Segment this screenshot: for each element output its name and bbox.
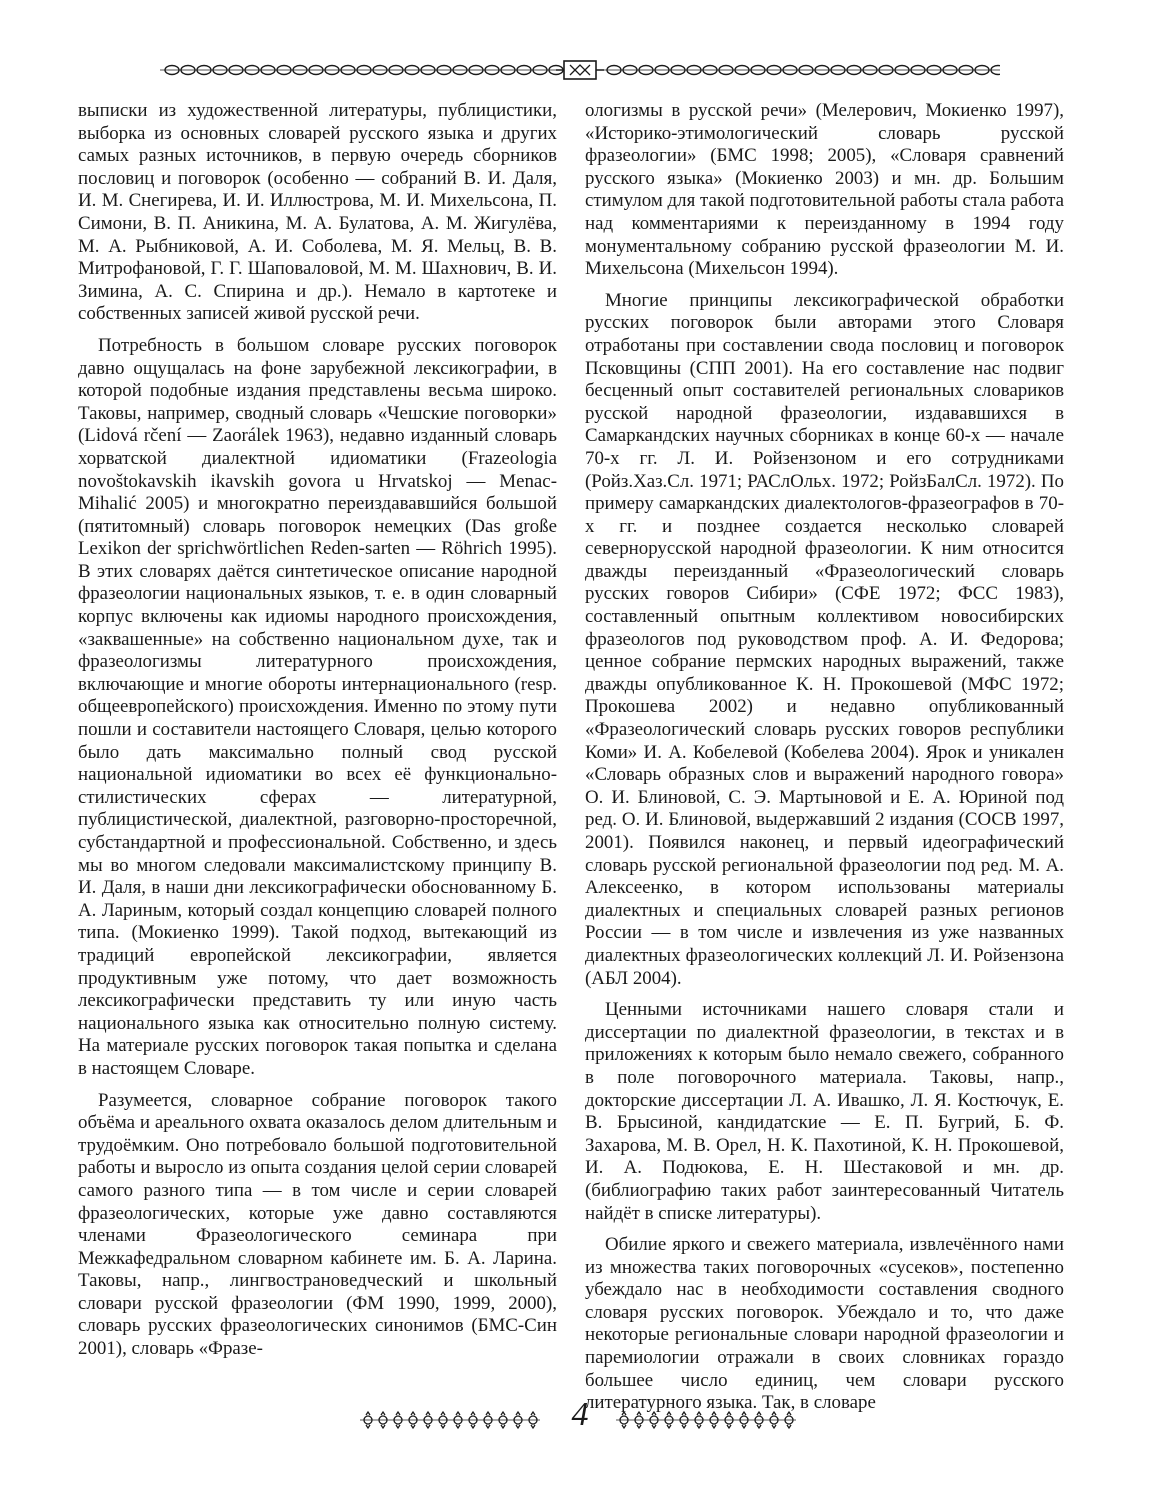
footer-right-ornament-icon [616,1410,796,1430]
left-paragraph-2: Потребность в большом словаре русских поговорок давно ощущалась на фоне зарубежной лексикографии, в которой подобные издания представлены весьма широко. Таковы, например, сводный словарь «Чешские поговорки» (Lidová rčení — Zaorálek 1963), недавно изданный словарь хорватской диалектной идиоматики (Frazeologia novoštokavskih ikavskih govora u Hrvatskoj — Menac-Mihalić 2005) и многократно переиздававшийся большой (пятитомный) словарь поговорок немецких (Das große Lexikon der sprichwörtlichen Reden-sarten — Röhrich 1995). В этих словарях даётся синтетическое описание народной фразеологии национальных языков, т. е. в один словарный корпус включены как идиомы народного происхождения, «заквашенные» на собственно национальном духе, так и фразеологизмы литературного происхождения, включающие и многие обороты интернационального (resp. общеевропейского) происхождения. Именно по этому пути пошли и составители настоящего Словаря, целью которого было дать максимально полный свод русской национальной идиоматики во всех её функционально-стилистических сферах — литературной, публицистической, диалектной, разговорно-просторечной, субстандартной и профессиональной. Собственно, и здесь мы во многом следовали максималистскому принципу В. И. Даля, в наши дни лексикографически обоснованному Б. А. Лариным, который создал концепцию словарей полного типа. (Мокиенко 1999). Такой подход, вытекающий из традиций европейской лексикографии, является продуктивным уже потому, что дает возможность лексикографически представить ту или иную часть национального языка как относительно полную систему. На материале русских поговорок такая попытка и сделана в настоящем Словаре. [78,334,557,1079]
right-paragraph-1: ологизмы в русской речи» (Мелерович, Мокиенко 1997), «Историко-этимологический словарь русской фразеологии» (БМС 1998; 2005), «Словаря сравнений русского языка» (Мокиенко 2003) и мн. др. Большим стимулом для такой подготовительной работы стала работа над комментариями к переизданному в 1994 году монументальному собранию русской фразеологии М. И. Михельсона (Михельсон 1994). [585,100,1064,280]
right-column [585,100,1064,1424]
top-ornament-border [160,58,1000,82]
left-paragraph-3: Разумеется, словарное собрание поговорок такого объёма и ареального охвата оказалось делом длительным и трудоёмким. Оно потребовало большой подготовительной работы и выросло из опыта создания целой серии словарей самого разного типа — в том числе и серии словарей фразеологических, которые уже давно составляются членами Фразеологического семинара при Межкафедральном словарном кабинете им. Б. А. Ларина. Таковы, напр., лингвострановедческий и школьный словари русской фразеологии (ФМ 1990, 1999, 2000), словарь русских фразеологических синонимов (БМС-Син 2001), словарь «Фразе- [78,1089,557,1360]
left-paragraph-1: выписки из художественной литературы, публицистики, выборка из основных словарей русского языка и других самых разных источников, в первую очередь сборников пословиц и поговорок (особенно — собраний В. И. Даля, И. М. Снегирева, И. И. Иллюстрова, М. И. Михельсона, П. Симони, В. П. Аникина, М. А. Булатова, А. М. Жигулёва, М. А. Рыбниковой, А. И. Соболева, М. Я. Мельц, В. В. Митрофановой, Г. Г. Шаповаловой, М. М. Шахнович, В. И. Зимина, А. С. Спирина и др.). Немало в картотеке и собственных записей живой русской речи. [78,100,557,325]
right-paragraph-4: Обилие яркого и свежего материала, извлечённого нами из множества таких поговорочных «сусеков», постепенно убеждало нас в необходимости составления сводного словаря русских поговорок. Убеждало и то, что даже некоторые региональные словари народной фразеологии и паремиологии отражали в своих словниках гораздо большее число единиц, чем словари русского литературного языка. Так, в словаре [585,1234,1064,1414]
page-number: 4 [571,1396,589,1433]
left-column [78,100,557,1370]
center-ornament-icon [556,61,604,79]
text-columns [78,100,1064,1414]
page-footer [360,1392,800,1448]
right-paragraph-3: Ценными источниками нашего словаря стали и диссертации по диалектной фразеологии, в текстах и в приложениях к которым было немало свежего, собранного в поле поговорочного материала. Таковы, напр., докторские диссертации Л. А. Ивашко, Л. Я. Костючук, Е. В. Брысиной, кандидатские — Е. П. Бугрий, Б. Ф. Захарова, М. В. Орел, Н. К. Пахотиной, К. Н. Прокошевой, И. А. Подюкова, Е. Н. Шестаковой и мн. др. (библиографию таких работ заинтересованный Читатель найдёт в списке литературы). [585,999,1064,1224]
right-paragraph-2: Многие принципы лексикографической обработки русских поговорок были авторами этого Словаря отработаны при составлении свода пословиц и поговорок Псковщины (СПП 2001). На его составление нас подвиг бесценный опыт составителей региональных словариков русской народной фразеологии, издававшихся в Самаркандских научных сборниках в конце 60-х — начале 70-х гг. Л. И. Ройзензоном и его сотрудниками (Ройз.Хаз.Сл. 1971; РАСлОльх. 1972; РойзБалСл. 1972). По примеру самаркандских диалектологов-фразеографов в 70-х гг. и позднее создается несколько словарей севернорусской народной фразеологии. К ним относится дважды переизданный «Фразеологический словарь русских говоров Сибири» (СФЕ 1972; ФСС 1983), составленный опытным коллективом новосибирских фразеологов под руководством проф. А. И. Федорова; ценное собрание пермских народных выражений, также дважды опубликованное К. Н. Прокошевой (МФС 1972; Прокошева 2002) и недавно опубликованный «Фразеологический словарь русских говоров республики Коми» И. А. Кобелевой (Кобелева 2004). Ярок и уникален «Словарь образных слов и выражений народного говора» О. И. Блиновой, С. Э. Мартыновой и Е. А. Юриной под ред. О. И. Блиновой, выдержавший 2 издания (СОСВ 1997, 2001). Появился наконец, и первый идеографический словарь русской региональной фразеологии под ред. М. А. Алексеенко, в котором использованы материалы диалектных и специальных словарей разных регионов России — в том числе и извлечения из уже названных диалектных фразеологических коллекций Л. И. Ройзензона (АБЛ 2004). [585,289,1064,989]
